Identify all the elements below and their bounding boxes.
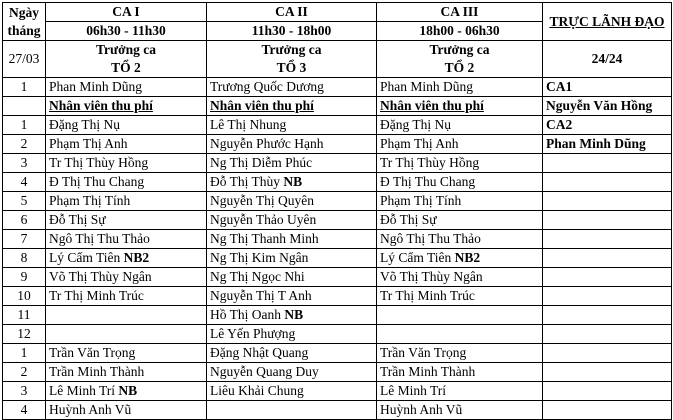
table-row: [3, 116, 672, 135]
staff-name: Đặng Thị Nụ: [49, 117, 120, 132]
leader-duty-cell: [543, 230, 672, 249]
shift2-staff-cell: [207, 268, 377, 287]
shift2-staff-cell: [207, 344, 377, 363]
shift3-staff-cell: [377, 230, 543, 249]
shift3-staff-cell: [377, 116, 543, 135]
staff-name: Nhân viên thu phí: [380, 98, 484, 113]
table-row: [3, 325, 672, 344]
row-number: 11: [3, 306, 46, 325]
shift3-staff-cell: [377, 78, 543, 97]
staff-name: Lê Thị Nhung: [210, 117, 287, 132]
leader-duty-cell: CA1: [543, 78, 672, 97]
staff-name: Nguyễn Thảo Uyên: [210, 212, 317, 227]
staff-name: Võ Thị Thùy Ngân: [49, 269, 152, 284]
shift3-staff-cell: [377, 363, 543, 382]
table-row: [3, 306, 672, 325]
shift3-staff-cell: [377, 344, 543, 363]
table-row: [3, 192, 672, 211]
staff-name: Ngô Thị Thu Thảo: [49, 231, 150, 246]
shift1-staff-cell: [46, 211, 207, 230]
staff-name: Ngô Thị Thu Thảo: [380, 231, 481, 246]
staff-name: Đặng Nhật Quang: [210, 345, 309, 360]
row-number: 10: [3, 287, 46, 306]
shift-roster-table: [2, 2, 672, 420]
staff-name: Hồ Thị Oanh: [210, 307, 285, 322]
leader-duty-cell: [543, 268, 672, 287]
shift1-staff-cell: [46, 382, 207, 401]
row-number: 1: [3, 78, 46, 97]
row-number: 3: [3, 154, 46, 173]
shift3-time: 18h00 - 06h30: [377, 22, 543, 41]
row-number: 9: [3, 268, 46, 287]
shift2-staff-cell: [207, 287, 377, 306]
staff-name: Nguyễn Thị Quyên: [210, 193, 314, 208]
shift3-staff-cell: [377, 287, 543, 306]
table-row: [3, 363, 672, 382]
shift2-staff-cell: [207, 173, 377, 192]
staff-name: Trần Văn Trọng: [380, 345, 467, 360]
leader-duty-cell: [543, 382, 672, 401]
table-row: [3, 97, 672, 116]
staff-name: Đỗ Thị Sự: [380, 212, 437, 227]
staff-name: Nguyễn Thị T Anh: [210, 288, 312, 303]
row-number: 2: [3, 363, 46, 382]
staff-name: Nguyễn Quang Duy: [210, 364, 319, 379]
staff-tag: NB2: [454, 250, 481, 265]
leader-duty-cell: [543, 211, 672, 230]
shift3-head-label: Trưởng ca: [429, 42, 490, 57]
staff-name: Lý Cẩm Tiên: [49, 250, 124, 265]
leader-duty-cell: CA2: [543, 116, 672, 135]
shift3-staff-cell: [377, 268, 543, 287]
roster-date: 27/03: [3, 41, 46, 78]
shift1-staff-cell: [46, 192, 207, 211]
shift2-team: TỔ 3: [276, 60, 307, 75]
staff-name: Huỳnh Anh Vũ: [380, 402, 463, 417]
table-row: [3, 401, 672, 420]
shift1-staff-cell: [46, 173, 207, 192]
leader-duty-cell: [543, 401, 672, 420]
shift1-staff-cell: [46, 268, 207, 287]
staff-name: Tr Thị Thùy Hồng: [380, 155, 480, 170]
staff-name: Ng Thị Ngọc Nhi: [210, 269, 305, 284]
staff-name: Nhân viên thu phí: [210, 98, 314, 113]
table-row: [3, 249, 672, 268]
staff-name: Liêu Khải Chung: [210, 383, 304, 398]
staff-name: Lê Minh Trí: [380, 383, 447, 398]
leader-duty-title: [543, 3, 672, 41]
row-number: [3, 97, 46, 116]
shift1-staff-cell: [46, 306, 207, 325]
shift1-staff-cell: [46, 78, 207, 97]
table-row: [3, 78, 672, 97]
shift1-staff-cell: [46, 116, 207, 135]
shift3-staff-cell: [377, 306, 543, 325]
staff-name: Lê Yến Phượng: [210, 326, 296, 341]
shift1-staff-cell: [46, 344, 207, 363]
staff-name: Lê Minh Trí: [49, 383, 119, 398]
shift3-staff-cell: [377, 211, 543, 230]
table-row: [3, 154, 672, 173]
staff-name: Phạm Thị Anh: [49, 136, 128, 151]
shift1-staff-cell: [46, 363, 207, 382]
leader-duty-cell: Nguyễn Văn Hồng: [543, 97, 672, 116]
shift3-staff-cell: [377, 325, 543, 344]
header-row-1: [3, 3, 672, 22]
shift2-staff-cell: [207, 306, 377, 325]
leader-duty-cell: [543, 173, 672, 192]
table-row: [3, 173, 672, 192]
shift2-staff-cell: [207, 97, 377, 116]
subheader-row: [3, 41, 672, 78]
shift1-staff-cell: [46, 325, 207, 344]
shift2-staff-cell: [207, 401, 377, 420]
shift1-title: CA I: [46, 3, 207, 22]
shift3-staff-cell: [377, 97, 543, 116]
shift1-head: [46, 41, 207, 78]
row-number: 8: [3, 249, 46, 268]
row-number: 6: [3, 211, 46, 230]
shift2-staff-cell: [207, 192, 377, 211]
staff-name: Ng Thị Kim Ngân: [210, 250, 309, 265]
staff-name: Trương Quốc Dương: [210, 79, 324, 94]
row-number: 4: [3, 401, 46, 420]
staff-name: Đặng Thị Nụ: [380, 117, 451, 132]
row-number: 2: [3, 135, 46, 154]
shift2-head: [207, 41, 377, 78]
row-number: 4: [3, 173, 46, 192]
staff-name: Trần Văn Trọng: [49, 345, 136, 360]
leader-duty-cell: [543, 287, 672, 306]
shift1-staff-cell: [46, 401, 207, 420]
staff-name: Đ Thị Thu Chang: [49, 174, 145, 189]
shift2-title: CA II: [207, 3, 377, 22]
shift2-staff-cell: [207, 249, 377, 268]
shift3-staff-cell: [377, 249, 543, 268]
leader-duty-cell: [543, 363, 672, 382]
row-number: 5: [3, 192, 46, 211]
staff-name: Đỗ Thị Thùy: [210, 174, 284, 189]
row-number: 7: [3, 230, 46, 249]
shift2-staff-cell: [207, 154, 377, 173]
shift3-staff-cell: [377, 401, 543, 420]
date-header-line1: Ngày: [9, 4, 39, 20]
shift3-staff-cell: [377, 192, 543, 211]
shift2-staff-cell: [207, 78, 377, 97]
staff-name: Phạm Thị Anh: [380, 136, 459, 151]
date-column-header: [3, 3, 46, 41]
staff-name: Tr Thị Thùy Hồng: [49, 155, 149, 170]
shift3-staff-cell: [377, 135, 543, 154]
shift2-time: 11h30 - 18h00: [207, 22, 377, 41]
shift2-staff-cell: [207, 325, 377, 344]
shift2-staff-cell: [207, 230, 377, 249]
leader-duty-cell: [543, 344, 672, 363]
staff-name: Ng Thị Diễm Phúc: [210, 155, 313, 170]
table-row: [3, 135, 672, 154]
table-row: [3, 344, 672, 363]
staff-name: Phan Minh Dũng: [380, 79, 474, 94]
shift1-head-label: Trưởng ca: [96, 42, 156, 57]
leader-duty-cell: Phan Minh Dũng: [543, 135, 672, 154]
staff-name: Đ Thị Thu Chang: [380, 174, 476, 189]
leader-duty-cell: [543, 306, 672, 325]
shift3-title: CA III: [377, 3, 543, 22]
date-header-line2: tháng: [7, 22, 41, 38]
leader-duty-title-text: TRỰC LÃNH ĐẠO: [549, 13, 665, 29]
shift1-staff-cell: [46, 249, 207, 268]
leader-duty-cell: [543, 192, 672, 211]
table-row: [3, 230, 672, 249]
shift1-team: TỔ 2: [111, 60, 141, 75]
shift3-staff-cell: [377, 382, 543, 401]
staff-name: Lý Cẩm Tiên: [380, 250, 455, 265]
staff-name: Ng Thị Thanh Minh: [210, 231, 319, 246]
leader-duty-cell: [543, 249, 672, 268]
shift2-staff-cell: [207, 211, 377, 230]
shift1-staff-cell: [46, 230, 207, 249]
staff-name: Tr Thị Minh Trúc: [380, 288, 475, 303]
staff-name: Trần Minh Thành: [49, 364, 145, 379]
row-number: 12: [3, 325, 46, 344]
shift3-team: TỔ 2: [444, 60, 475, 75]
shift2-staff-cell: [207, 382, 377, 401]
staff-name: Huỳnh Anh Vũ: [49, 402, 132, 417]
staff-tag: NB: [118, 383, 138, 398]
leader-hours: 24/24: [543, 41, 672, 78]
shift2-head-label: Trưởng ca: [261, 42, 322, 57]
shift1-staff-cell: [46, 154, 207, 173]
shift3-staff-cell: [377, 154, 543, 173]
row-number: 3: [3, 382, 46, 401]
shift1-staff-cell: [46, 135, 207, 154]
table-row: [3, 287, 672, 306]
staff-name: Trần Minh Thành: [380, 364, 476, 379]
staff-name: Võ Thị Thùy Ngân: [380, 269, 483, 284]
table-row: [3, 382, 672, 401]
leader-duty-cell: [543, 154, 672, 173]
shift2-staff-cell: [207, 135, 377, 154]
staff-name: Đỗ Thị Sự: [49, 212, 106, 227]
staff-tag: NB2: [123, 250, 150, 265]
shift1-staff-cell: [46, 97, 207, 116]
staff-tag: NB: [283, 174, 303, 189]
staff-name: Phan Minh Dũng: [49, 79, 143, 94]
shift3-staff-cell: [377, 173, 543, 192]
table-row: [3, 211, 672, 230]
shift2-staff-cell: [207, 116, 377, 135]
staff-name: Nhân viên thu phí: [49, 98, 153, 113]
row-number: 1: [3, 344, 46, 363]
shift2-staff-cell: [207, 363, 377, 382]
staff-name: Tr Thị Minh Trúc: [49, 288, 144, 303]
shift1-time: 06h30 - 11h30: [46, 22, 207, 41]
row-number: 1: [3, 116, 46, 135]
staff-name: Phạm Thị Tính: [49, 193, 131, 208]
table-row: [3, 268, 672, 287]
staff-name: Phạm Thị Tính: [380, 193, 462, 208]
staff-name: Nguyễn Phước Hạnh: [210, 136, 324, 151]
leader-duty-cell: [543, 325, 672, 344]
shift3-head: [377, 41, 543, 78]
staff-tag: NB: [284, 307, 304, 322]
shift1-staff-cell: [46, 287, 207, 306]
